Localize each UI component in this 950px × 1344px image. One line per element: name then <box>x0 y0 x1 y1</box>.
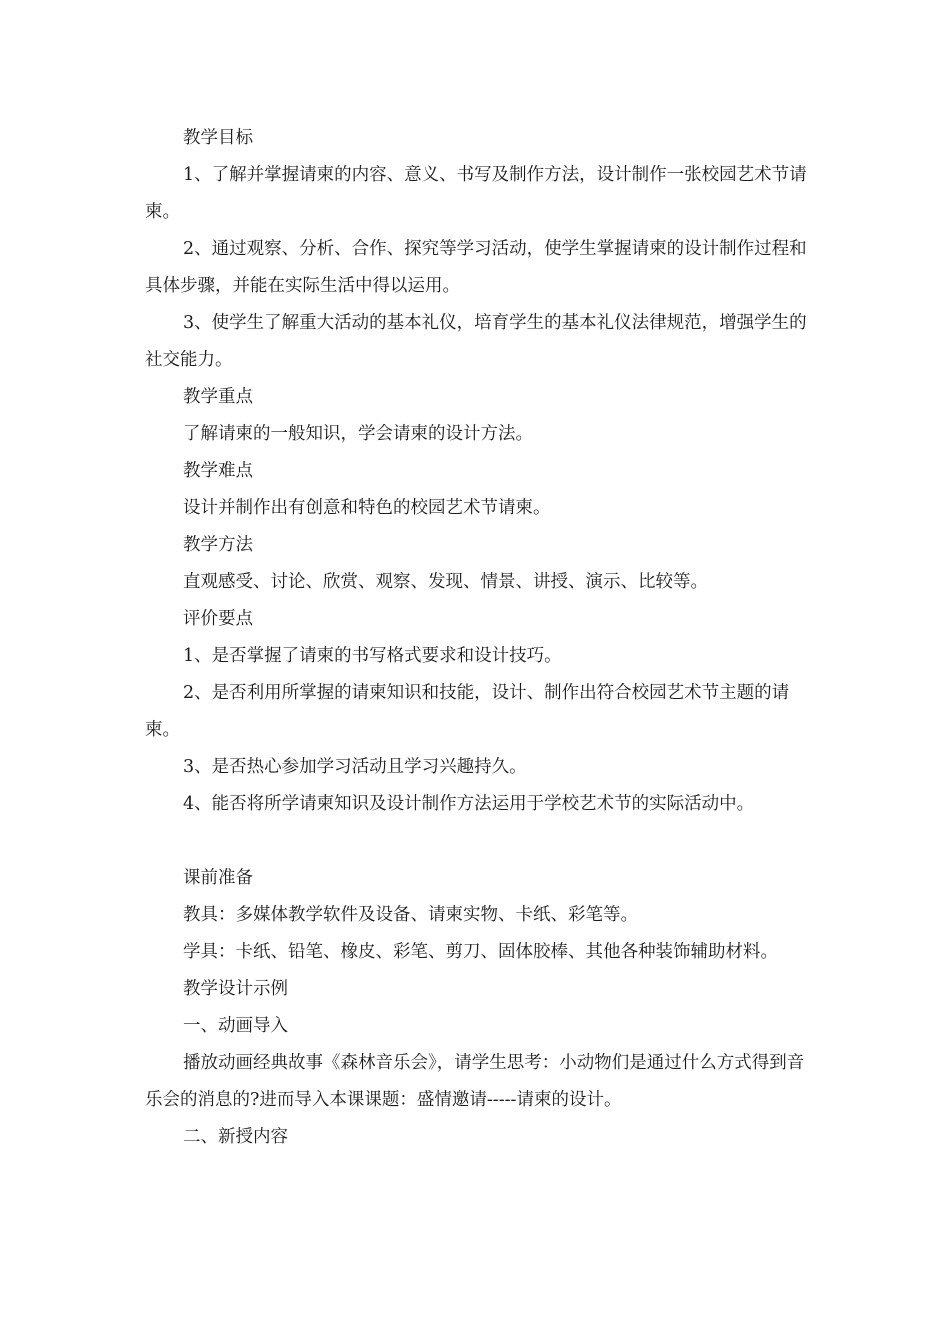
evaluation-4: 4、能否将所学请柬知识及设计制作方法运用于学校艺术节的实际活动中。 <box>183 794 755 814</box>
difficulties-heading: 教学难点 <box>183 461 253 481</box>
objectives-heading: 教学目标 <box>183 128 253 148</box>
evaluation-heading: 评价要点 <box>183 609 253 629</box>
objective-1: 1、了解并掌握请柬的内容、意义、书写及制作方法，设计制作一张校园艺术节请柬。 <box>145 165 807 222</box>
step-1-heading: 一、动画导入 <box>183 1016 288 1036</box>
objective-3: 3、使学生了解重大活动的基本礼仪，培育学生的基本礼仪法律规范，增强学生的社交能力。 <box>145 313 807 370</box>
preparation-heading: 课前准备 <box>183 868 253 888</box>
difficulties-text: 设计并制作出有创意和特色的校园艺术节请柬。 <box>183 498 551 518</box>
objective-2: 2、通过观察、分析、合作、探究等学习活动，使学生掌握请柬的设计制作过程和具体步骤，并能在实际生活中得以运用。 <box>145 239 807 296</box>
evaluation-3: 3、是否热心参加学习活动且学习兴趣持久。 <box>183 757 527 777</box>
student-tools: 学具：卡纸、铅笔、橡皮、彩笔、剪刀、固体胶棒、其他各种装饰辅助材料。 <box>183 942 778 962</box>
design-heading: 教学设计示例 <box>183 979 288 999</box>
paragraph-spacer <box>145 823 810 860</box>
key-points-text: 了解请柬的一般知识，学会请柬的设计方法。 <box>183 424 533 444</box>
evaluation-2: 2、是否利用所掌握的请柬知识和技能，设计、制作出符合校园艺术节主题的请柬。 <box>145 683 790 740</box>
step-2-heading: 二、新授内容 <box>183 1127 288 1147</box>
step-1-text: 播放动画经典故事《森林音乐会》，请学生思考：小动物们是通过什么方式得到音乐会的消息的?进而导入本课课题：盛情邀请-----请柬的设计。 <box>145 1053 805 1110</box>
methods-text: 直观感受、讨论、欣赏、观察、发现、情景、讲授、演示、比较等。 <box>183 572 708 592</box>
teacher-tools: 教具：多媒体教学软件及设备、请柬实物、卡纸、彩笔等。 <box>183 905 638 925</box>
key-points-heading: 教学重点 <box>183 387 253 407</box>
evaluation-1: 1、是否掌握了请柬的书写格式要求和设计技巧。 <box>183 646 562 666</box>
document-body <box>145 120 810 1156</box>
methods-heading: 教学方法 <box>183 535 253 555</box>
